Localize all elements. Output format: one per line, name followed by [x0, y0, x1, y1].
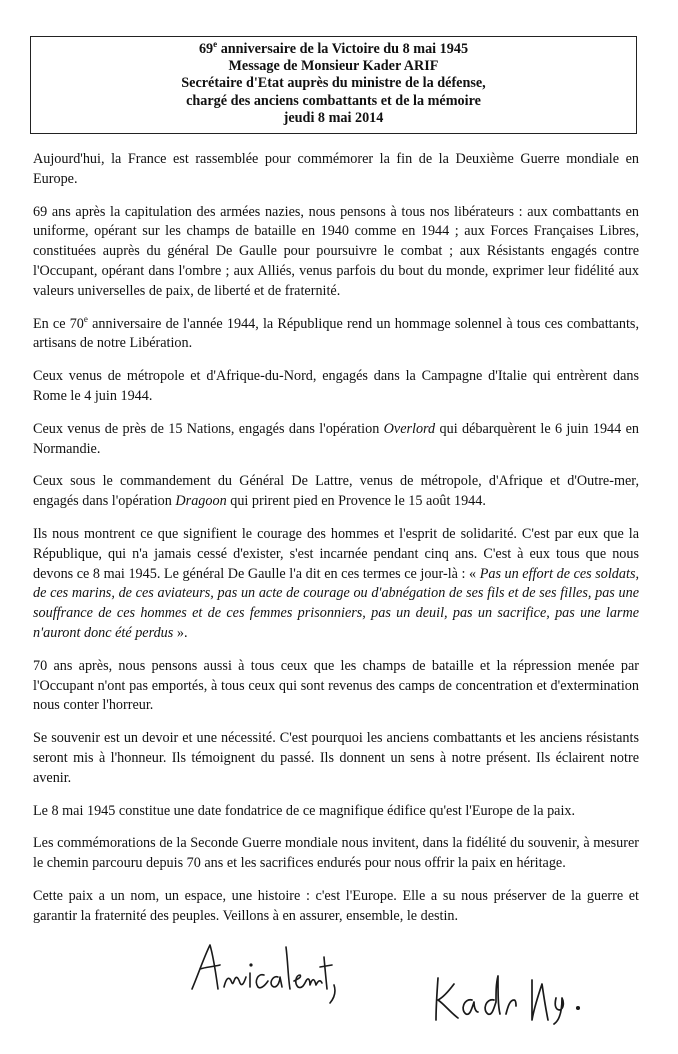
- header-line-anniversary: [31, 41, 636, 58]
- header-box: [30, 36, 637, 134]
- paragraph: Ceux venus de métropole et d'Afrique-du-Nord, engagés dans la Campagne d'Italie qui entrèrent dans Rome le 4 juin 1944.: [33, 368, 639, 404]
- paragraph: 70 ans après, nous pensons aussi à tous ceux que les champs de bataille et la répression menée par l'Occupant n'ont pas emportés, à tous ceux qui sont revenus des camps de concentration et d'extermination nous conter l'horreur.: [33, 657, 639, 714]
- de-gaulle-quote: Pas un effort de ces soldats, de ces marins, de ces aviateurs, pas un acte de courage ou d'abnégation de ses fils et de ses filles, pas une souffrance de ces hommes et de ces femmes prisonniers, pas un deuil, pas un sacrifice, pas une larme n'auront donc été perdus: [33, 565, 640, 641]
- paragraph: Ceux sous le commandement du Général De Lattre, venus de métropole, d'Afrique et d'Outre-mer, engagés dans l'opération Dragoon qui prirent pied en Provence le 15 août 1944.: [33, 473, 639, 510]
- header-line-role: chargé des anciens combattants et de la mémoire: [186, 92, 481, 109]
- message-body: [33, 150, 639, 940]
- anniversary-text: anniversaire de la Victoire du 8 mai 1945: [217, 41, 469, 57]
- operation-name: Overlord: [383, 420, 436, 437]
- handwritten-closing: [188, 937, 338, 1005]
- paragraph: Le 8 mai 1945 constitue une date fondatrice de ce magnifique édifice qu'est l'Europe de la paix.: [33, 802, 576, 819]
- ordinal-suffix: e: [213, 39, 218, 49]
- paragraph: Se souvenir est un devoir et une nécessité. C'est pourquoi les anciens combattants et les anciens résistants seront mis à l'honneur. Ils témoignent du passé. Ils donnent un sens à notre présent. Ils éclairent notre avenir.: [33, 730, 639, 786]
- paragraph: Ils nous montrent ce que signifient le courage des hommes et l'esprit de solidarité. C'est par eux que la République, qui n'a jamais cessé d'exister, s'est incarnée pendant cinq ans. C'est à eux tous que nous devons ce 8 mai 1945. Le général De Gaulle l'a dit en ces termes ce jour-là : « Pas un effort de ces soldats, de ces marins, de ces aviateurs, pas un acte de courage ou d'abnégation de ses fils et de ses filles, pas une souffrance de ces hommes et de ces femmes prisonniers, pas un deuil, pas un sacrifice, pas une larme n'auront donc été perdus ».: [33, 525, 640, 641]
- operation-name: Dragoon: [175, 493, 227, 510]
- paragraph: Aujourd'hui, la France est rassemblée pour commémorer la fin de la Deuxième Guerre mondiale en Europe.: [33, 151, 639, 187]
- header-line-date: jeudi 8 mai 2014: [283, 109, 384, 126]
- header-line-message: Message de Monsieur Kader ARIF: [228, 58, 439, 75]
- paragraph: Cette paix a un nom, un espace, une histoire : c'est l'Europe. Elle a su nous préserver de la guerre et garantir la fraternité des peuples. Veillons à en assurer, ensemble, le destin.: [33, 887, 639, 924]
- handwritten-signature: [428, 970, 588, 1026]
- paragraph: En ce 70e anniversaire de l'année 1944, la République rend un hommage solennel à tous ces combattants, artisans de notre Libération.: [33, 313, 640, 352]
- anniversary-number: 69: [198, 41, 214, 57]
- paragraph: Les commémorations de la Seconde Guerre mondiale nous invitent, dans la fidélité du souvenir, à mesurer le chemin parcouru depuis 70 ans et les sacrifices endurés pour nous offrir la paix en héritage.: [33, 835, 639, 872]
- header-line-title: Secrétaire d'Etat auprès du ministre de la défense,: [181, 75, 486, 92]
- paragraph: 69 ans après la capitulation des armées nazies, nous pensons à tous nos libérateurs : aux combattants en uniforme, opérant sur les champs de bataille en 1940 comme en 1944 ; aux Forces Françaises Libres, constituées auprès du général De Gaulle pour poursuivre le combat ; aux Résistants engagés contre l'Occupant, opérant dans l'ombre ; aux Alliés, venus parfois du bout du monde, exprimer leur fidélité aux valeurs universelles de paix, de liberté et de fraternité.: [33, 203, 639, 299]
- paragraph: Ceux venus de près de 15 Nations, engagés dans l'opération Overlord qui débarquèrent le 6 juin 1944 en Normandie.: [33, 420, 639, 457]
